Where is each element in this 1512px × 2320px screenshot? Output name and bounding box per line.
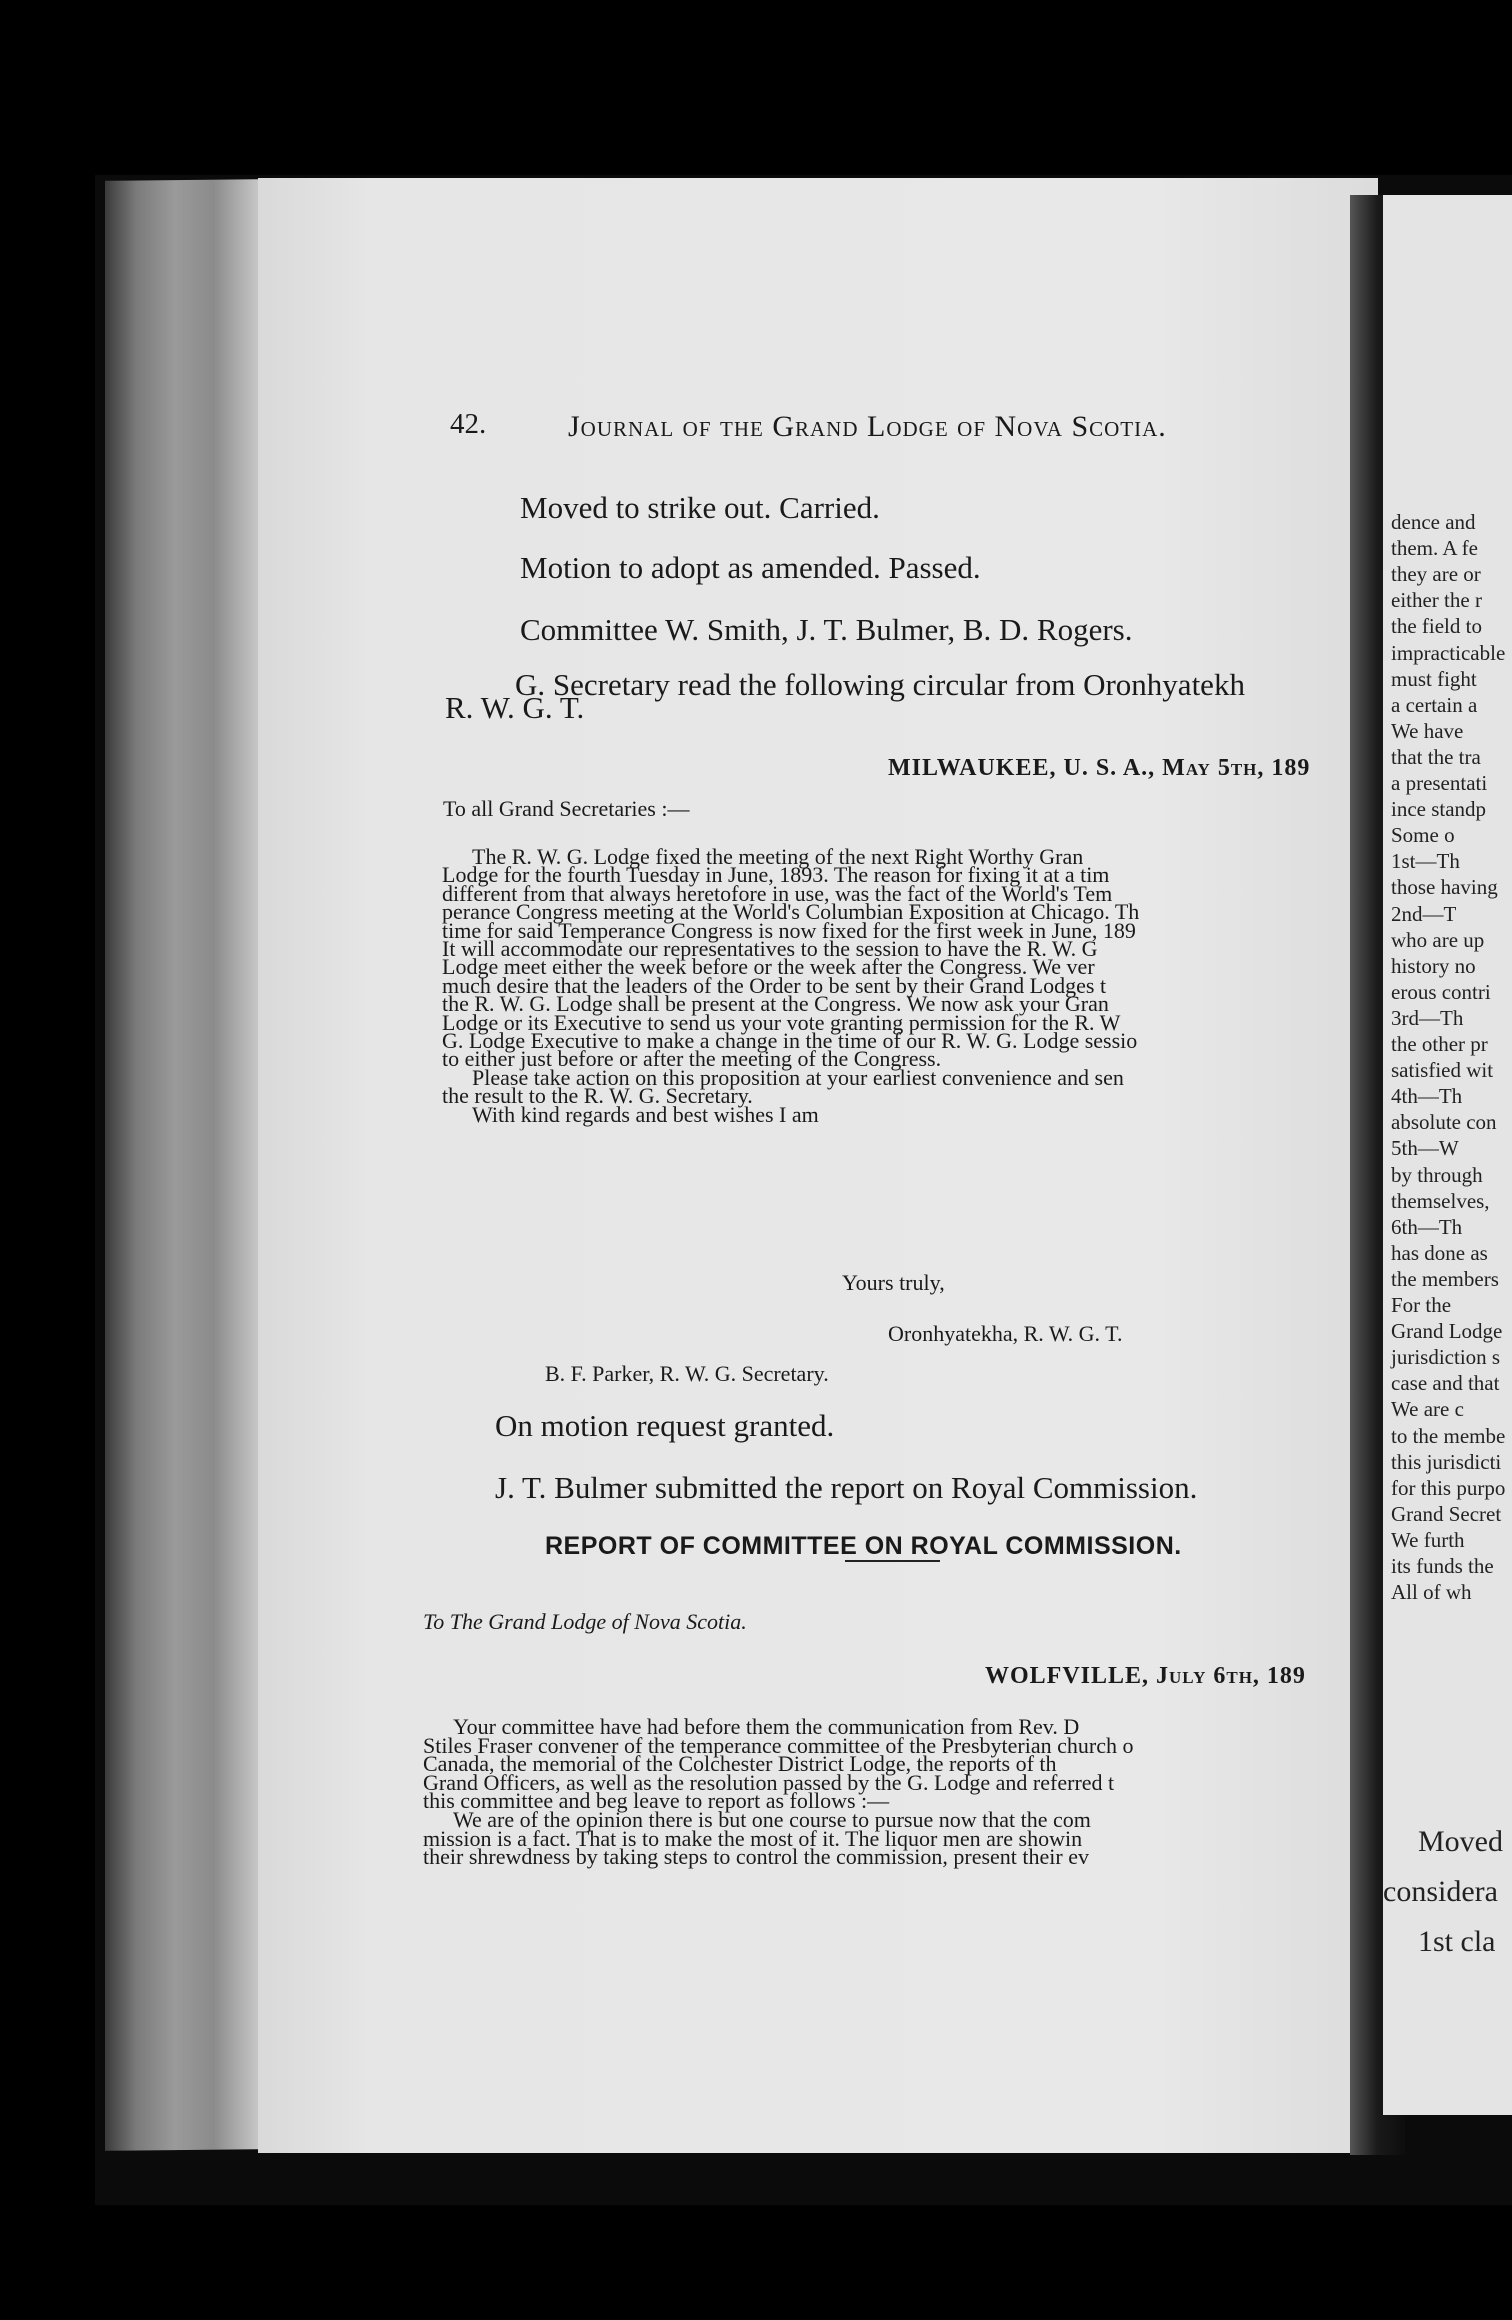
facing-text-line: must fight [1391,666,1477,691]
text-line: the R. W. G. Lodge shall be present at the Congress. We now ask your Gran [442,991,1109,1017]
facing-text-line: the field to [1391,614,1482,639]
facing-text-line: who are up [1391,927,1485,952]
report-place-date: WOLFVILLE, July 6th, 189 [985,1663,1306,1689]
facing-text-line: 2nd—T [1391,901,1457,926]
facing-text-line: Grand Lodge [1391,1319,1503,1344]
facing-text-line: For the [1391,1293,1452,1317]
facing-text-line: a presentati [1391,771,1488,795]
facing-text-line: Grand Secret [1391,1501,1502,1526]
minute-line: Committee W. Smith, J. T. Bulmer, B. D. Rogers. [520,612,1133,647]
text-line: Your committee have had before them the communication from Rev. D [453,1714,1080,1739]
text-line: mission is a fact. That is to make the most of it. The liquor men are showin [423,1825,1083,1851]
facing-text-line: 6th—Th [1391,1214,1463,1239]
circular-salutation: To all Grand Secretaries :— [443,796,690,821]
text-line: Please take action on this proposition at your earliest convenience and sen [472,1064,1124,1090]
facing-text-line: them. A fe [1391,536,1478,561]
facing-text-line: those having [1391,875,1498,900]
facing-text-line: We are c [1391,1397,1464,1422]
text-line: We are of the opinion there is but one course to pursue now that the com [453,1807,1091,1832]
minute-line: G. Secretary read the following circular from Oronhyatekh [515,667,1245,702]
text-line: The R. W. G. Lodge fixed the meeting of the next Right Worthy Gran [472,844,1084,869]
page-edges [105,179,260,2151]
facing-text-line: the members [1391,1266,1499,1291]
facing-text-line: 1st cla [1418,1925,1496,1958]
facing-text-line: by through [1391,1162,1483,1187]
minute-line: R. W. G. T. [445,690,585,725]
minute-line: Motion to adopt as amended. Passed. [520,550,981,585]
heading-rule [845,1560,940,1562]
facing-text-line: We have [1391,718,1464,743]
facing-text-line: the other pr [1391,1032,1488,1056]
facing-text-line: absolute con [1391,1110,1497,1135]
facing-text-line: 4th—Th [1391,1084,1463,1109]
motion-submitted: J. T. Bulmer submitted the report on Royal Commission. [495,1470,1198,1505]
report-address: To The Grand Lodge of Nova Scotia. [423,1609,747,1634]
text-line: time for said Temperance Congress is now fixed for the first week in June, 189 [442,917,1136,943]
text-line: Lodge for the fourth Tuesday in June, 1893. The reason for fixing it at a tim [442,862,1110,888]
facing-text-line: ince standp [1391,797,1487,822]
facing-text-line: considera [1383,1875,1498,1908]
facing-text-line: 1st—Th [1391,849,1460,874]
text-line: Lodge meet either the week before or the week after the Congress. We ver [442,954,1095,980]
facing-text-line: All of wh [1391,1580,1472,1605]
text-line: It will accommodate our representatives to the session to have the R. W. G [442,936,1098,961]
facing-text-line: We furth [1391,1527,1465,1552]
facing-text-line: has done as [1391,1240,1488,1265]
facing-text-line: 5th—W [1391,1136,1459,1161]
facing-text-line: that the tra [1391,744,1481,769]
facing-text-line: either the r [1391,588,1482,613]
text-line: different from that always heretofore in use, was the fact of the World's Tem [442,880,1113,906]
facing-text-line: impracticable [1391,640,1506,665]
facing-text-line: dence and [1391,510,1476,534]
text-line: their shrewdness by taking steps to control the commission, present their ev [423,1844,1089,1870]
circular-signature: Oronhyatekha, R. W. G. T. [888,1321,1123,1346]
facing-text-line: 3rd—Th [1391,1005,1464,1030]
text-line: much desire that the leaders of the Order to be sent by their Grand Lodges t [442,972,1107,998]
facing-text-line: Some o [1391,823,1455,848]
text-line: to either just before or after the meeting of the Congress. [442,1046,942,1072]
facing-text-line: Moved [1418,1825,1503,1858]
circular-place-date: MILWAUKEE, U. S. A., May 5th, 189 [888,755,1311,781]
facing-text-line: for this purpo [1391,1475,1506,1500]
report-heading: REPORT OF COMMITTEE ON ROYAL COMMISSION. [545,1532,1182,1560]
facing-text-line: case and that [1391,1371,1500,1396]
circular-secretary: B. F. Parker, R. W. G. Secretary. [545,1361,829,1386]
minute-line: Moved to strike out. Carried. [520,490,880,525]
text-line: this committee and beg leave to report as follows :— [423,1788,890,1814]
journal-title: Journal of the Grand Lodge of Nova Scotia. [568,410,1167,443]
text-line: Canada, the memorial of the Colchester District Lodge, the reports of th [423,1751,1057,1777]
text-line: perance Congress meeting at the World's Columbian Exposition at Chicago. Th [442,899,1140,925]
text-line: Stiles Fraser convener of the temperance committee of the Presbyterian church o [423,1732,1134,1758]
facing-text-line: satisfied wit [1391,1058,1494,1083]
facing-text-line: this jurisdicti [1391,1449,1502,1474]
facing-text-line: they are or [1391,562,1481,587]
facing-page [1383,195,1512,2115]
text-line: Lodge or its Executive to send us your vote granting permission for the R. W [442,1009,1121,1035]
facing-text-line: a certain a [1391,692,1478,717]
text-line: the result to the R. W. G. Secretary. [442,1083,753,1109]
facing-text-line: themselves, [1391,1188,1490,1213]
text-line: Grand Officers, as well as the resolution passed by the G. Lodge and referred t [423,1769,1115,1795]
motion-granted: On motion request granted. [495,1408,835,1443]
facing-text-line: to the membe [1391,1423,1506,1448]
text-line: G. Lodge Executive to make a change in the time of our R. W. G. Lodge sessio [442,1028,1138,1053]
circular-closing: Yours truly, [842,1270,945,1295]
facing-text-line: history no [1391,953,1476,978]
facing-text-line: erous contri [1391,979,1491,1004]
facing-text-line: its funds the [1391,1554,1494,1578]
facing-text-line: jurisdiction s [1391,1345,1501,1370]
page-number: 42. [450,408,487,440]
text-line: With kind regards and best wishes I am [472,1101,819,1127]
